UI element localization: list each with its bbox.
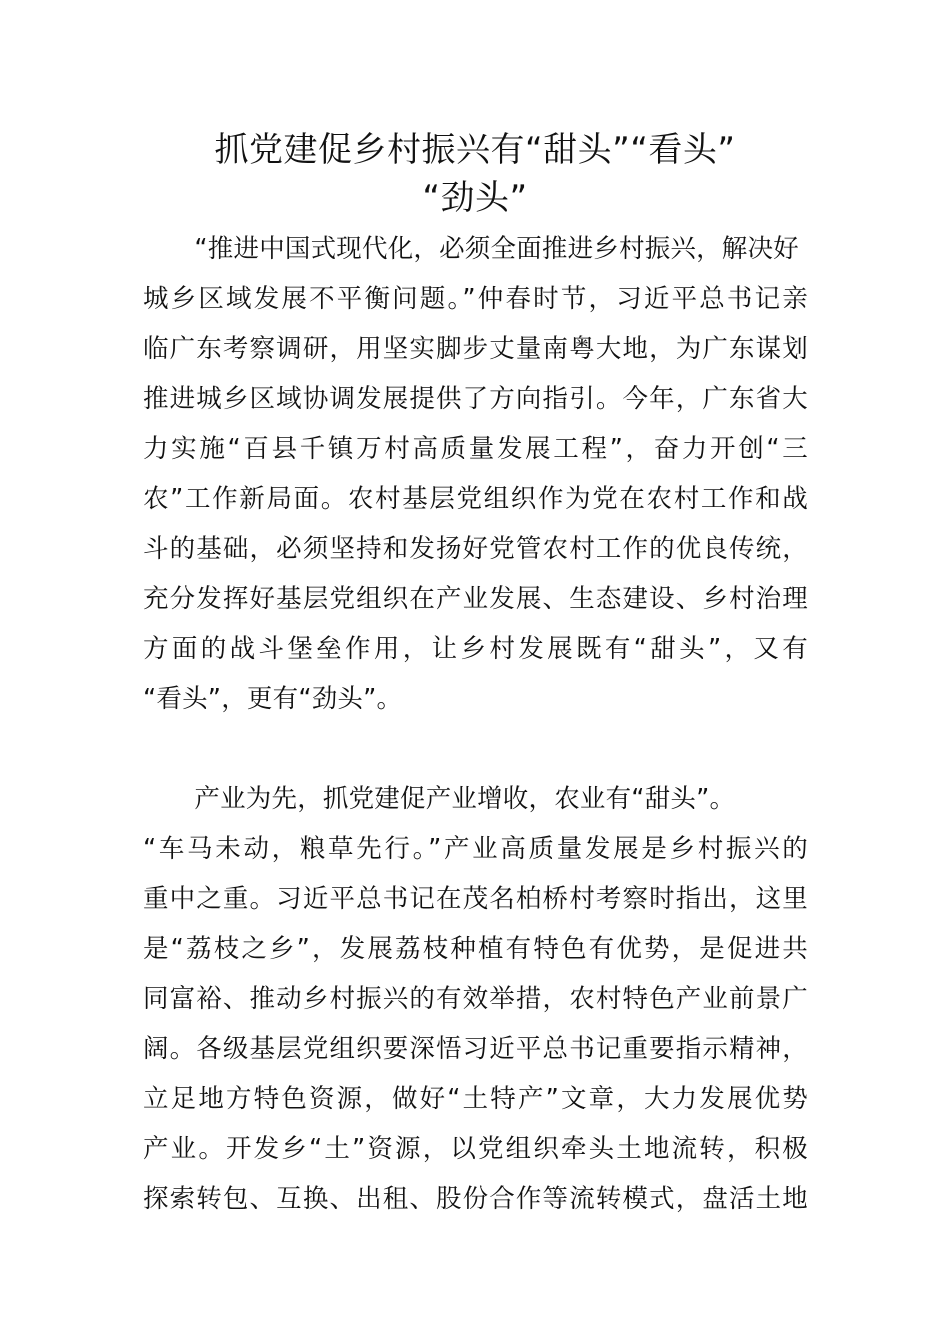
- paragraph-1-line-4: 推进城乡区域协调发展提供了方向指引。今年，广东省大: [143, 384, 808, 414]
- paragraph-2-line-5: 同富裕、推动乡村振兴的有效举措，农村特色产业前景广: [143, 984, 808, 1014]
- paragraph-2-line-6: 阔。各级基层党组织要深悟习近平总书记重要指示精神，: [143, 1034, 808, 1064]
- paragraph-1-line-7: 斗的基础，必须坚持和发扬好党管农村工作的优良传统，: [143, 534, 808, 564]
- paragraph-2-line-2: “车马未动，粮草先行。”产业高质量发展是乡村振兴的: [143, 834, 808, 864]
- paragraph-1-line-5: 力实施“百县千镇万村高质量发展工程”，奋力开创“三: [143, 434, 808, 464]
- paragraph-1-line-8: 充分发挥好基层党组织在产业发展、生态建设、乡村治理: [143, 584, 808, 614]
- paragraph-2-line-7: 立足地方特色资源，做好“土特产”文章，大力发展优势: [143, 1084, 808, 1114]
- paragraph-1-line-1: “推进中国式现代化，必须全面推进乡村振兴，解决好: [143, 234, 799, 264]
- paragraph-1-line-2: 城乡区域发展不平衡问题。”仲春时节，习近平总书记亲: [143, 284, 808, 314]
- document-title-line-2: “劲头”: [422, 178, 528, 218]
- paragraph-2-line-4: 是“荔枝之乡”，发展荔枝种植有特色有优势，是促进共: [143, 934, 808, 964]
- paragraph-1-line-6: 农”工作新局面。农村基层党组织作为党在农村工作和战: [143, 484, 808, 514]
- paragraph-2-line-8: 产业。开发乡“土”资源，以党组织牵头土地流转，积极: [143, 1134, 808, 1164]
- paragraph-2-line-9: 探索转包、互换、出租、股份合作等流转模式，盘活土地: [143, 1184, 808, 1214]
- paragraph-1-line-9: 方面的战斗堡垒作用，让乡村发展既有“甜头”，又有: [143, 634, 808, 664]
- paragraph-2-line-3: 重中之重。习近平总书记在茂名柏桥村考察时指出，这里: [143, 884, 808, 914]
- paragraph-1-line-10: “看头”，更有“劲头”。: [143, 684, 403, 714]
- document-title-line-1: 抓党建促乡村振兴有“甜头”“看头”: [214, 130, 736, 170]
- paragraph-1-line-3: 临广东考察调研，用坚实脚步丈量南粤大地，为广东谋划: [143, 334, 808, 364]
- paragraph-2-line-1: 产业为先，抓党建促产业增收，农业有“甜头”。: [143, 784, 736, 814]
